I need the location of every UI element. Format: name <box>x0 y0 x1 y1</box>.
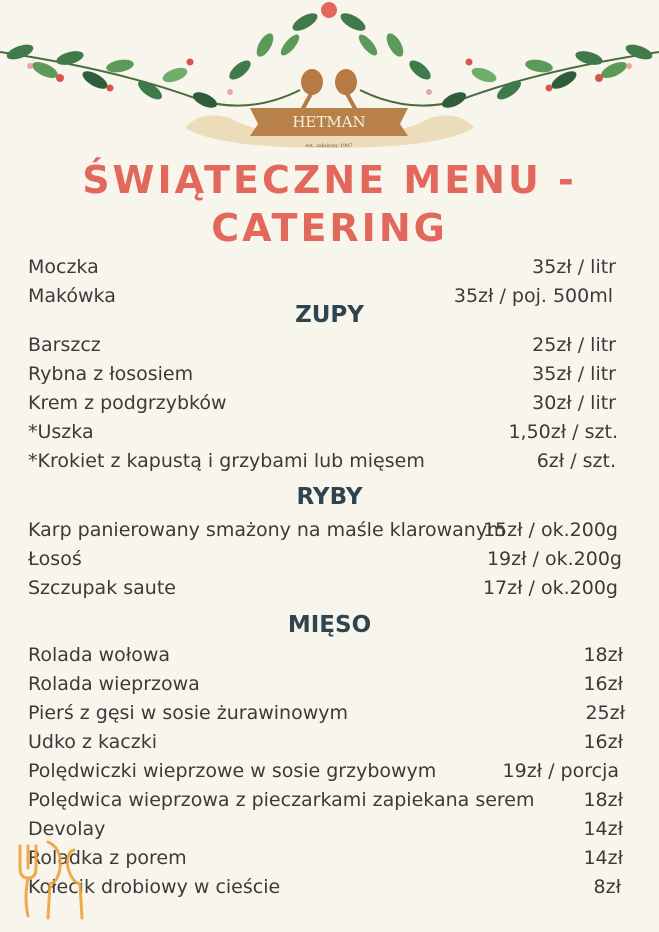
menu-item <box>0 418 659 446</box>
menu-item <box>0 873 659 901</box>
logo-tagline-text: est. założony 1997 <box>305 143 353 149</box>
menu-item <box>0 699 659 727</box>
menu-item <box>0 641 659 669</box>
section-heading-mieso: MIĘSO <box>287 612 372 638</box>
menu-item-name: Makówka <box>28 285 116 307</box>
menu-item-price: 6zł / szt. <box>536 450 616 472</box>
menu-item-price: 19zł / ok.200g <box>486 548 622 570</box>
menu-item-name: Rolada wieprzowa <box>28 673 200 695</box>
menu-item-price: 16zł <box>583 731 623 753</box>
menu-item-name: Krem z podgrzybków <box>28 392 227 414</box>
menu-item-name: Kołecik drobiowy w cieście <box>28 876 281 898</box>
menu-item <box>0 757 659 785</box>
menu-item-price: 18zł <box>583 644 623 666</box>
menu-item <box>0 574 659 602</box>
menu-item-price: 35zł / litr <box>532 363 616 385</box>
menu-item-price: 16zł <box>583 673 623 695</box>
menu-item <box>0 389 659 417</box>
menu-item-name: *Krokiet z kapustą i grzybami lub mięsem <box>28 450 425 472</box>
menu-item-price: 25zł <box>585 702 625 724</box>
menu-item-name: Udko z kaczki <box>28 731 157 753</box>
menu-item <box>0 670 659 698</box>
menu-item-name: Moczka <box>28 256 99 278</box>
menu-item <box>0 728 659 756</box>
menu-item-name: Karp panierowany smażony na maśle klarowanym <box>28 519 506 541</box>
menu-item-name: Polędwiczki wieprzowe w sosie grzybowym <box>28 760 437 782</box>
menu-item-name: Barszcz <box>28 334 101 356</box>
menu-item-name: Łosoś <box>28 548 82 570</box>
page-title-line-2: CATERING <box>211 206 448 250</box>
menu-item-name: Polędwica wieprzowa z pieczarkami zapiekana serem <box>28 789 535 811</box>
menu-item-price: 18zł <box>583 789 623 811</box>
menu-item-name: Devolay <box>28 818 106 840</box>
menu-item-price: 1,50zł / szt. <box>508 421 618 443</box>
menu-item <box>0 516 659 544</box>
menu-item-price: 19zł / porcja <box>502 760 619 782</box>
menu-item <box>0 844 659 872</box>
garland-branch-right <box>360 31 659 111</box>
menu-item-name: *Uszka <box>28 421 94 443</box>
section-heading-zupy: ZUPY <box>295 302 364 328</box>
menu-item-price: 25zł / litr <box>532 334 616 356</box>
menu-item <box>0 447 659 475</box>
menu-item-price: 30zł / litr <box>532 392 616 414</box>
menu-item-price: 8zł <box>593 876 621 898</box>
menu-item <box>0 360 659 388</box>
menu-item-price: 14zł <box>583 818 623 840</box>
menu-item <box>0 253 659 281</box>
menu-item <box>0 815 659 843</box>
logo-emblem <box>185 69 474 149</box>
menu-item-price: 14zł <box>583 847 623 869</box>
garland-branch-left <box>0 31 300 111</box>
menu-item <box>0 786 659 814</box>
logo-brand-text: HETMAN <box>292 113 366 131</box>
menu-item-name: Roladka z porem <box>28 847 187 869</box>
menu-item <box>0 331 659 359</box>
menu-item-name: Pierś z gęsi w sosie żurawinowym <box>28 702 348 724</box>
section-heading-ryby: RYBY <box>296 484 363 510</box>
menu-item-price: 35zł / litr <box>532 256 616 278</box>
menu-item-name: Szczupak saute <box>28 577 176 599</box>
cutlery-icon <box>14 838 94 922</box>
menu-item-price: 35zł / poj. 500ml <box>453 285 613 307</box>
menu-item <box>0 545 659 573</box>
menu-item-price: 17zł / ok.200g <box>482 577 618 599</box>
page-title-line-1: ŚWIĄTECZNE MENU - <box>82 158 577 202</box>
garland-decoration <box>0 0 659 160</box>
menu-item-name: Rolada wołowa <box>28 644 171 666</box>
garland-center <box>278 2 380 58</box>
menu-item-price: 15zł / ok.200g <box>482 519 618 541</box>
menu-item-name: Rybna z łososiem <box>28 363 194 385</box>
